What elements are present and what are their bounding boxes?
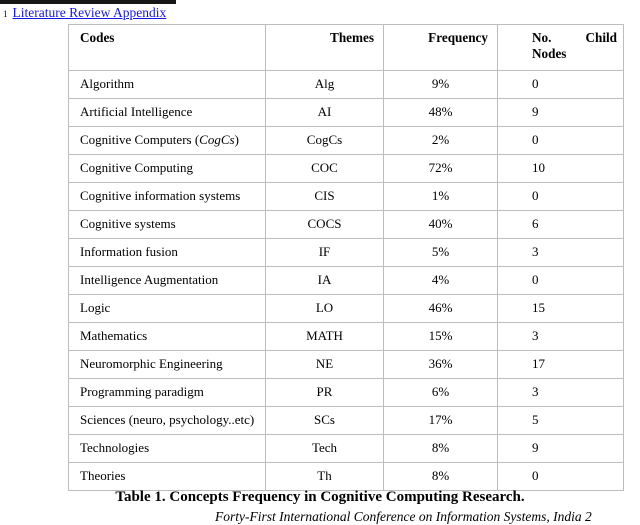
child-nodes-cell: 5 (498, 407, 624, 435)
child-nodes-cell: 15 (498, 295, 624, 323)
child-nodes-cell: 0 (498, 183, 624, 211)
code-text: Theories (80, 468, 126, 483)
frequency-cell: 4% (384, 267, 498, 295)
code-text: Information fusion (80, 244, 178, 259)
table-row (69, 463, 624, 491)
frequency-cell: 40% (384, 211, 498, 239)
table-row (69, 379, 624, 407)
code-cell (69, 435, 266, 463)
table-row (69, 323, 624, 351)
literature-review-appendix-link[interactable]: Literature Review Appendix (12, 5, 167, 20)
code-text: CogCs (199, 132, 235, 147)
code-text: Programming paradigm (80, 384, 204, 399)
table-row (69, 99, 624, 127)
theme-cell: CIS (266, 183, 384, 211)
code-text: Cognitive Computers ( (80, 132, 200, 147)
code-cell (69, 211, 266, 239)
child-nodes-header-no: No. (532, 30, 552, 45)
child-nodes-header-line2: Nodes (532, 46, 567, 61)
conference-footer-text: Forty-First International Conference on Information Systems, India 2 (215, 509, 592, 524)
frequency-cell: 15% (384, 323, 498, 351)
frequency-cell: 5% (384, 239, 498, 267)
child-nodes-header-child: Child (585, 30, 617, 45)
table-row (69, 239, 624, 267)
code-text: Algorithm (80, 76, 135, 91)
code-text: Technologies (80, 440, 150, 455)
codes-header: Codes (69, 25, 266, 71)
theme-cell: COC (266, 155, 384, 183)
theme-cell: AI (266, 99, 384, 127)
frequency-cell: 6% (384, 379, 498, 407)
theme-cell: IF (266, 239, 384, 267)
table-caption: Table 1. Concepts Frequency in Cognitive Computing Research. (115, 489, 525, 505)
table-header-row (69, 25, 624, 71)
child-nodes-header (498, 25, 624, 71)
frequency-cell: 46% (384, 295, 498, 323)
table-row (69, 267, 624, 295)
theme-cell: Alg (266, 71, 384, 99)
code-cell (69, 71, 266, 99)
code-text: Cognitive systems (80, 216, 176, 231)
frequency-cell: 72% (384, 155, 498, 183)
table-row (69, 435, 624, 463)
child-nodes-cell: 0 (498, 71, 624, 99)
code-cell (69, 267, 266, 295)
code-cell (69, 295, 266, 323)
child-nodes-cell: 3 (498, 379, 624, 407)
child-nodes-cell: 3 (498, 239, 624, 267)
frequency-cell: 1% (384, 183, 498, 211)
theme-cell: SCs (266, 407, 384, 435)
theme-cell: COCS (266, 211, 384, 239)
code-text: Intelligence Augmentation (80, 272, 219, 287)
table-row (69, 211, 624, 239)
theme-cell: LO (266, 295, 384, 323)
code-text: Neuromorphic Engineering (80, 356, 223, 371)
code-cell (69, 239, 266, 267)
frequency-cell: 8% (384, 435, 498, 463)
code-cell (69, 407, 266, 435)
child-nodes-cell: 6 (498, 211, 624, 239)
frequency-cell: 17% (384, 407, 498, 435)
child-nodes-header-line1 (532, 30, 617, 46)
table-row (69, 295, 624, 323)
theme-cell: CogCs (266, 127, 384, 155)
themes-header: Themes (266, 25, 384, 71)
appendix-link-line (3, 4, 166, 23)
table-row (69, 155, 624, 183)
theme-cell: PR (266, 379, 384, 407)
frequency-cell: 48% (384, 99, 498, 127)
table-row (69, 71, 624, 99)
table-row (69, 127, 624, 155)
code-text: Cognitive information systems (80, 188, 241, 203)
code-cell (69, 99, 266, 127)
child-nodes-cell: 3 (498, 323, 624, 351)
code-cell (69, 127, 266, 155)
child-nodes-cell: 0 (498, 463, 624, 491)
code-cell (69, 183, 266, 211)
table-row (69, 407, 624, 435)
concepts-frequency-table (68, 24, 624, 491)
footnote-marker: 1 (3, 9, 8, 19)
code-text: Logic (80, 300, 111, 315)
code-cell (69, 155, 266, 183)
child-nodes-cell: 9 (498, 435, 624, 463)
theme-cell: Th (266, 463, 384, 491)
table-body (69, 71, 624, 491)
code-text: Cognitive Computing (80, 160, 194, 175)
code-cell (69, 323, 266, 351)
code-text: Sciences (neuro, psychology..etc) (80, 412, 255, 427)
theme-cell: MATH (266, 323, 384, 351)
frequency-cell: 8% (384, 463, 498, 491)
code-text: Mathematics (80, 328, 148, 343)
child-nodes-cell: 9 (498, 99, 624, 127)
table-row (69, 351, 624, 379)
code-cell (69, 379, 266, 407)
table-row (69, 183, 624, 211)
child-nodes-cell: 10 (498, 155, 624, 183)
theme-cell: IA (266, 267, 384, 295)
theme-cell: Tech (266, 435, 384, 463)
frequency-header: Frequency (384, 25, 498, 71)
code-cell (69, 463, 266, 491)
theme-cell: NE (266, 351, 384, 379)
frequency-cell: 36% (384, 351, 498, 379)
code-text: Artificial Intelligence (80, 104, 193, 119)
child-nodes-cell: 0 (498, 127, 624, 155)
code-cell (69, 351, 266, 379)
frequency-cell: 9% (384, 71, 498, 99)
child-nodes-cell: 0 (498, 267, 624, 295)
frequency-cell: 2% (384, 127, 498, 155)
code-text: ) (234, 132, 239, 147)
child-nodes-cell: 17 (498, 351, 624, 379)
